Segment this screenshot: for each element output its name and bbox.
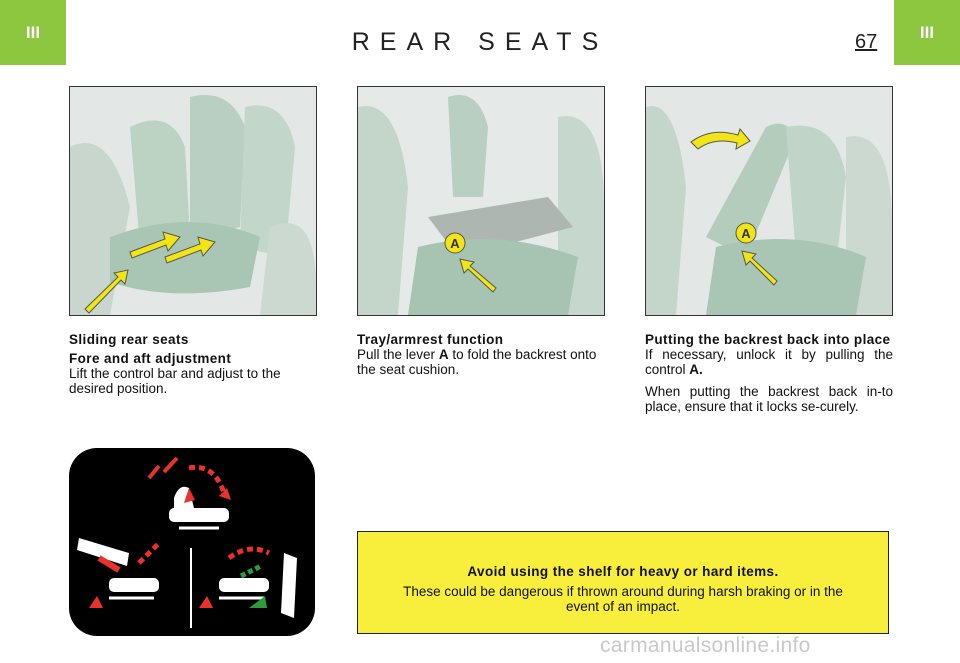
watermark: carmanualsonline.info: [600, 634, 811, 657]
section-heading: Tray/armrest function: [357, 332, 504, 347]
chapter-number: III: [919, 22, 935, 42]
section-text: to fold the backrest onto the seat cushion.: [357, 347, 597, 377]
backrest-section: [645, 332, 893, 421]
section-heading: Sliding rear seats: [69, 332, 189, 347]
section-text: Pull the lever: [357, 347, 436, 362]
section-heading: Putting the backrest back into place: [645, 332, 891, 347]
section-text: Lift the control bar and adjust to the desired position.: [69, 366, 281, 396]
control-label: A: [741, 226, 751, 241]
control-reference: A.: [689, 362, 703, 377]
section-text: When putting the backrest back in-to place, ensure that it locks se-curely.: [645, 384, 893, 414]
warning-box: [357, 531, 889, 634]
warning-text: These could be dangerous if thrown around during harsh braking or in the event of an impact.: [403, 584, 843, 614]
page-title: REAR SEATS: [351, 28, 609, 56]
chapter-number: III: [25, 22, 41, 42]
sliding-seat-illustration: [69, 86, 317, 316]
lever-reference: A: [438, 347, 449, 362]
section-subheading: Fore and aft adjustment: [69, 351, 232, 366]
warning-heading: Avoid using the shelf for heavy or hard items.: [467, 564, 779, 579]
chapter-tab-right: [894, 0, 960, 65]
sliding-seats-section: [69, 332, 317, 403]
seat-operation-pictogram: [69, 448, 315, 636]
tray-armrest-illustration: [357, 86, 605, 316]
section-text: If necessary, unlock it by pulling the control: [645, 347, 893, 377]
tray-armrest-section: [357, 332, 605, 384]
backrest-illustration: [645, 86, 893, 316]
chapter-tab-left: [0, 0, 66, 65]
lever-label: A: [450, 236, 460, 251]
page-number: 67: [855, 31, 878, 53]
